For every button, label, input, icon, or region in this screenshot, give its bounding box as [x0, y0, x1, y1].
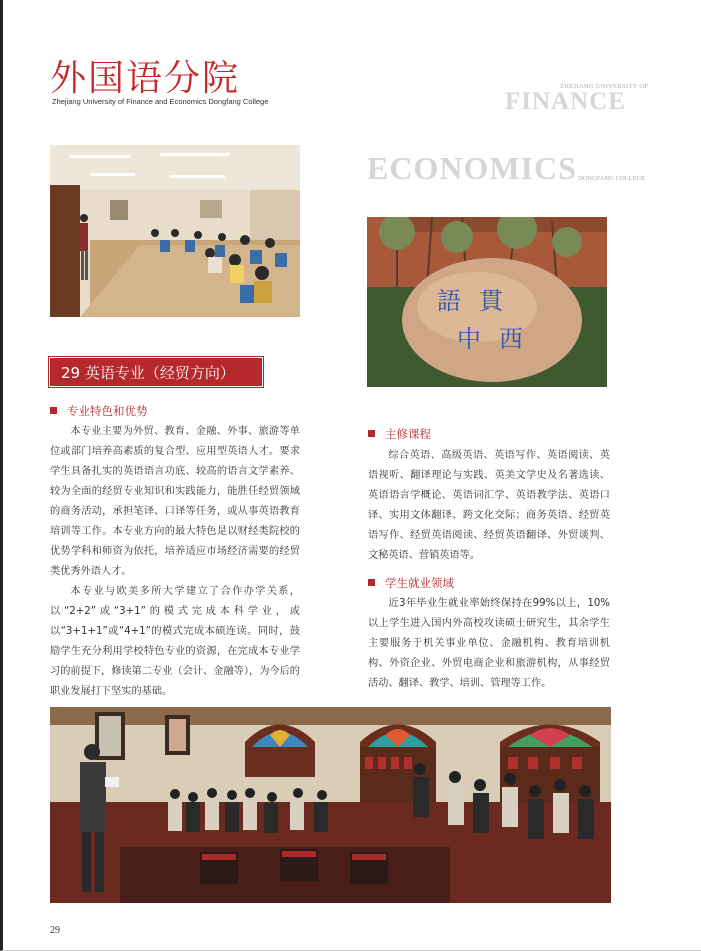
section-heading-features	[50, 403, 148, 419]
page-title: 外国语分院	[50, 58, 241, 99]
section-heading-employment-label: 学生就业领域	[385, 576, 454, 590]
section-heading-courses	[368, 426, 431, 442]
watermark-economics: ECONOMICS	[367, 150, 577, 186]
watermark-small-bottom: DONGFANG COLLEGE	[578, 175, 646, 182]
employment-text	[368, 594, 610, 694]
stone-char-3: 中	[457, 325, 481, 353]
stone-char-4: 西	[499, 325, 523, 353]
courses-paragraph: 综合英语、高级英语、英语写作、英语阅读、英语视听、翻译理论与实践、英美文学史及名著选读、英语语言学概论、英语词汇学、英语教学法、英语口译、实用文体翻译、跨文化交际；商务英语、经贸英语写作、经贸英语阅读、经贸英语翻译、外贸谈判、文秘英语、营销英语等。	[368, 450, 610, 561]
section-heading-employment	[368, 575, 454, 591]
features-paragraph-1: 本专业主要为外贸、教育、金融、外事、旅游等单位或部门培养高素质的复合型、应用型英语人才。要求学生具备扎实的英语语言功底、较高的语言文学素养、较为全面的经贸专业知识和实践能力，能胜任经贸领域的商务活动，承担笔译、口译等任务，或从事英语教育培训等工作。本专业方向的最大特色是以财经类院校的优势学科和师资为依托，培养适应市场经济需要的经贸类优秀外语人才。	[50, 426, 300, 577]
heading-bullet-icon	[368, 430, 375, 437]
courses-text	[368, 446, 610, 566]
features-paragraph-2: 本专业与欧美多所大学建立了合作办学关系，以“2+2”或“3+1”的模式完成本科学业，或以“3+1+1”或“4+1”的模式完成本硕连读。同时，鼓励学生充分利用学校特色专业的资源，在完成本专业学习的前提下，修读第二专业（会计、金融等），为今后的职业发展打下坚实的基础。	[50, 586, 300, 697]
heading-bullet-icon	[50, 407, 57, 414]
watermark-small-top: ZHEJIANG UNIVERSITY OF	[560, 83, 649, 90]
stone-char-1: 語	[437, 287, 461, 315]
heading-bullet-icon	[368, 579, 375, 586]
page-subtitle: Zhejiang University of Finance and Economics Dongfang College	[52, 97, 269, 106]
classroom-photo	[50, 145, 300, 317]
stone-char-2: 貫	[479, 287, 503, 315]
watermark-finance: FINANCE	[505, 88, 626, 115]
reading-room-photo	[50, 707, 611, 903]
major-banner	[50, 358, 262, 386]
inscribed-stone-photo	[367, 217, 607, 387]
section-heading-features-label: 专业特色和优势	[67, 404, 148, 418]
employment-paragraph: 近3年毕业生就业率始终保持在99%以上，10%以上学生进入国内外高校攻读硕士研究生，其余学生主要服务于机关事业单位、金融机构、教育培训机构、外资企业、外贸电商企业和旅游机构，从事经贸活动、翻译、教学、培训、管理等工作。	[368, 598, 610, 689]
features-text	[50, 422, 300, 702]
page-number: 29	[50, 925, 60, 936]
major-banner-label: 29 英语专业（经贸方向）	[61, 364, 235, 382]
section-heading-courses-label: 主修课程	[385, 427, 431, 441]
